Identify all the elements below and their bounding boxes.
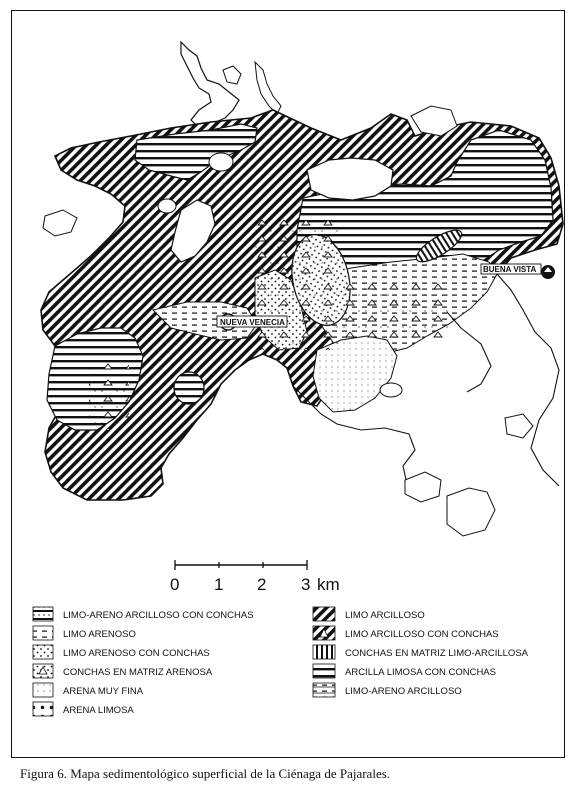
legend-item-limo-areno-arcilloso-conchas (33, 607, 254, 621)
figure-caption: Figura 6. Mapa sedimentológico superficial de la Ciénaga de Pajarales. (20, 766, 391, 781)
buena-vista-label: BUENA VISTA (483, 265, 537, 274)
svg-text:LIMO ARCILLOSO CON CONCHAS: LIMO ARCILLOSO CON CONCHAS (345, 629, 499, 640)
lake-west (43, 210, 77, 236)
islet-2 (158, 199, 176, 213)
scale-bar (170, 560, 340, 594)
legend-item-limo-arcilloso-conchas (313, 626, 499, 640)
svg-text:LIMO ARENOSO CON CONCHAS: LIMO ARENOSO CON CONCHAS (63, 648, 210, 659)
south-island (405, 472, 441, 502)
legend (33, 607, 529, 716)
shell-overlay-east (341, 280, 451, 340)
svg-text:ARENA MUY FINA: ARENA MUY FINA (63, 686, 144, 697)
legend-item-conchas-matriz-limo-arcillosa (313, 645, 529, 659)
nueva-venecia-label: NUEVA VENECIA (220, 318, 285, 327)
svg-text:LIMO-ARENO ARCILLOSO CON CONCH: LIMO-ARENO ARCILLOSO CON CONCHAS (63, 610, 254, 621)
legend-item-arcilla-limosa-conchas (313, 664, 496, 678)
legend-item-limo-arcilloso (313, 607, 425, 621)
scale-tick-3: 3 (301, 575, 311, 594)
svg-text:CONCHAS EN MATRIZ LIMO-ARCILLO: CONCHAS EN MATRIZ LIMO-ARCILLOSA (345, 648, 528, 659)
svg-text:ARCILLA LIMOSA CON CONCHAS: ARCILLA LIMOSA CON CONCHAS (345, 667, 496, 678)
islet-1 (209, 153, 233, 171)
southeast-island (447, 488, 495, 536)
sediment-map (11, 10, 565, 758)
svg-text:CONCHAS EN MATRIZ ARENOSA: CONCHAS EN MATRIZ ARENOSA (63, 667, 213, 678)
legend-item-conchas-matriz-arenosa (33, 664, 213, 678)
legend-item-limo-arenoso (33, 626, 136, 640)
legend-item-limo-areno-arcilloso (313, 683, 462, 697)
svg-text:LIMO-ARENO ARCILLOSO: LIMO-ARENO ARCILLOSO (345, 686, 462, 697)
legend-item-arena-limosa (33, 702, 134, 716)
scale-tick-2: 2 (257, 575, 267, 594)
svg-text:ARENA LIMOSA: ARENA LIMOSA (63, 705, 134, 716)
legend-item-arena-muy-fina (33, 683, 144, 697)
north-channel (181, 42, 239, 128)
shell-overlay-central (251, 220, 341, 350)
svg-text:LIMO ARCILLOSO: LIMO ARCILLOSO (345, 610, 425, 621)
scale-tick-1: 1 (214, 575, 224, 594)
north-island (223, 66, 241, 84)
north-channel-east (255, 62, 281, 114)
legend-item-limo-arenoso-conchas (33, 645, 210, 659)
svg-text:LIMO ARENOSO: LIMO ARENOSO (63, 629, 136, 640)
scale-tick-0: 0 (170, 575, 180, 594)
islet-3 (380, 383, 402, 397)
shell-overlay-west (89, 360, 129, 430)
scale-unit: km (317, 575, 340, 594)
east-island (505, 414, 533, 438)
lagoon-map (41, 42, 563, 536)
unit-arcilla-limosa-islote (174, 372, 204, 404)
